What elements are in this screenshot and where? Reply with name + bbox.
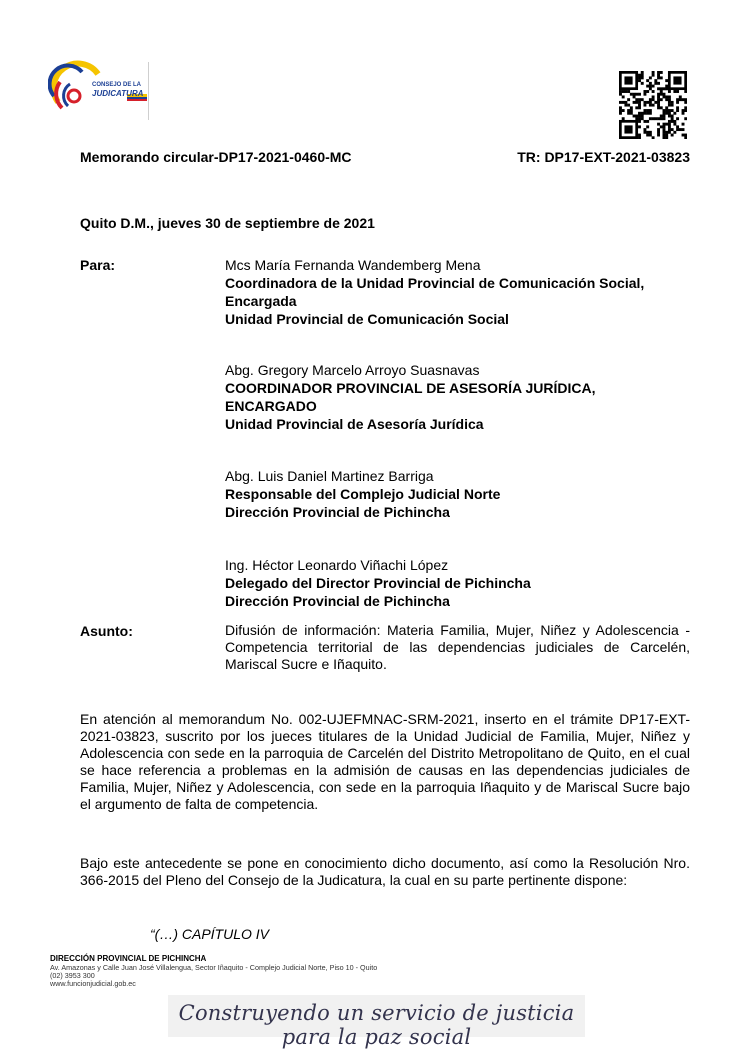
- consejo-judicatura-logo: [48, 60, 154, 118]
- body-paragraph-1: En atención al memorandum No. 002-UJEFMNAC-SRM-2021, inserto en el trámite DP17-EXT-2021-03823, suscrito por los jueces titulares de la Unidad Judicial de Familia, Mujer, Niñez y Adolescencia con sede en la parroquia de Carcelén del Distrito Metropolitano de Quito, en el cual se hace referencia a problemas en la admisión de causas en las dependencias judiciales de Familia, Mujer, Niñez y Adolescencia, con sede en la parroquia Iñaquito y de Mariscal Sucre bajo el argumento de falta de competencia.: [80, 711, 690, 812]
- logo-divider: [148, 62, 149, 120]
- footer-address: Av. Amazonas y Calle Juan José Villalengua, Sector Iñaquito - Complejo Judicial Norte, Piso 10 - Quito: [50, 963, 378, 972]
- body-paragraph-2: Bajo este antecedente se pone en conocimiento dicho documento, así como la Resolución Nro. 366-2015 del Pleno del Consejo de la Judicatura, la cual en su parte pertinente dispone:: [80, 855, 690, 888]
- recipient-title: Encargada: [225, 293, 297, 309]
- recipient-title: Responsable del Complejo Judicial Norte: [225, 486, 501, 502]
- recipient-unit: Unidad Provincial de Comunicación Social: [225, 311, 509, 327]
- para-label: Para:: [80, 257, 116, 273]
- footer-phone: (02) 3953 300: [50, 971, 95, 980]
- recipient-name: Mcs María Fernanda Wandemberg Mena: [225, 257, 481, 273]
- recipient-block: [225, 361, 705, 433]
- logo-line2: JUDICATURA: [92, 89, 144, 98]
- recipient-title: ENCARGADO: [225, 398, 317, 414]
- qr-code-icon: [619, 71, 687, 139]
- recipient-title: Coordinadora de la Unidad Provincial de Comunicación Social,: [225, 275, 645, 291]
- recipient-title: COORDINADOR PROVINCIAL DE ASESORÍA JURÍDICA,: [225, 380, 596, 396]
- recipient-title: Delegado del Director Provincial de Pichincha: [225, 575, 531, 591]
- recipient-unit: Dirección Provincial de Pichincha: [225, 504, 450, 520]
- recipient-name: Abg. Luis Daniel Martinez Barriga: [225, 468, 434, 484]
- logo-line1: CONSEJO DE LA: [92, 82, 142, 88]
- memo-number: Memorando circular-DP17-2021-0460-MC: [80, 149, 352, 165]
- recipient-unit: Unidad Provincial de Asesoría Jurídica: [225, 416, 484, 432]
- recipient-name: Abg. Gregory Marcelo Arroyo Suasnavas: [225, 362, 480, 378]
- memo-date: Quito D.M., jueves 30 de septiembre de 2021: [80, 215, 375, 231]
- recipient-name: Ing. Héctor Leonardo Viñachi López: [225, 557, 449, 573]
- slogan-banner: [168, 995, 585, 1049]
- footer-org: DIRECCIÓN PROVINCIAL DE PICHINCHA: [50, 954, 207, 963]
- recipient-unit: Dirección Provincial de Pichincha: [225, 593, 450, 609]
- asunto-label: Asunto:: [80, 623, 133, 639]
- recipient-block: [225, 256, 705, 328]
- recipient-block: [225, 556, 705, 610]
- slogan-text: Construyendo un servicio de justicia para la paz social: [178, 1001, 575, 1049]
- quote-heading: “(…) CAPÍTULO IV: [150, 926, 270, 942]
- tr-number: TR: DP17-EXT-2021-03823: [517, 149, 690, 165]
- recipient-block: [225, 467, 705, 521]
- footer-website: www.funcionjudicial.gob.ec: [50, 979, 136, 988]
- asunto-text: Difusión de información: Materia Familia, Mujer, Niñez y Adolescencia - Competencia territorial de las dependencias judiciales de Carcelén, Mariscal Sucre e Iñaquito.: [225, 622, 690, 672]
